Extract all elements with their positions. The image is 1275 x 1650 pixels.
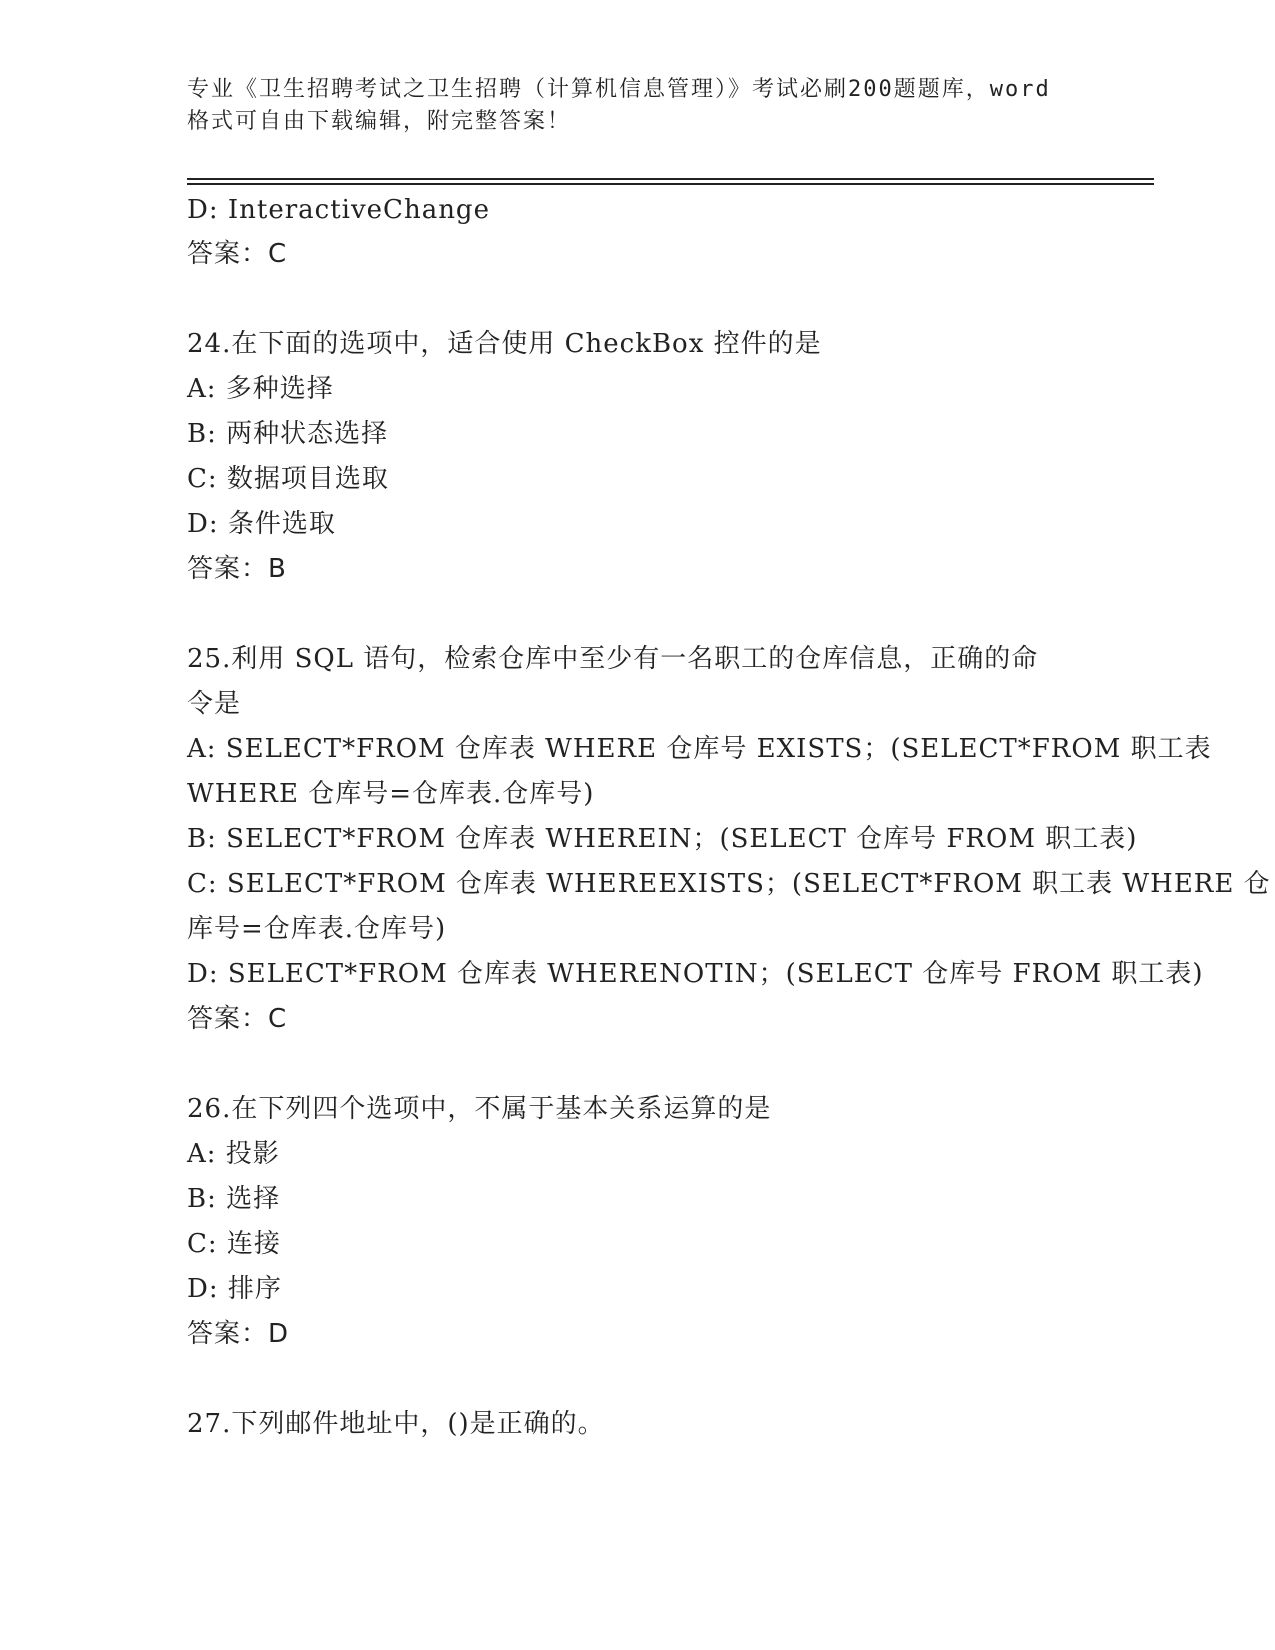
q26-option-b: B: 选择 — [187, 1184, 281, 1214]
document-header — [187, 74, 1087, 138]
header-rule-bottom — [187, 183, 1154, 185]
header-line-2: 格式可自由下载编辑，附完整答案！ — [187, 109, 572, 134]
header-line-1: 专业《卫生招聘考试之卫生招聘（计算机信息管理）》考试必刷200题题库，word — [187, 77, 1051, 102]
q24-option-a: A: 多种选择 — [187, 374, 334, 404]
q26-option-c: C: 连接 — [187, 1229, 281, 1259]
q25-answer: 答案：C — [187, 1004, 288, 1034]
q26-option-d: D: 排序 — [187, 1274, 282, 1304]
q26-question: 26.在下列四个选项中，不属于基本关系运算的是 — [187, 1094, 772, 1124]
q25-option-a-line-2: WHERE 仓库号=仓库表.仓库号) — [187, 779, 595, 809]
q25-option-c-line-2: 库号=仓库表.仓库号) — [187, 914, 447, 944]
q23-answer: 答案：C — [187, 239, 288, 269]
q25-option-c-line-1: C: SELECT*FROM 仓库表 WHEREEXISTS；(SELECT*FROM 职工表 WHERE 仓 — [187, 869, 1271, 899]
q24-option-b: B: 两种状态选择 — [187, 419, 389, 449]
q26-option-a: A: 投影 — [187, 1139, 280, 1169]
q25-question-line-1: 25.利用 SQL 语句，检索仓库中至少有一名职工的仓库信息，正确的命 — [187, 644, 1039, 674]
q23-option-d: D: InteractiveChange — [187, 195, 490, 225]
q26-answer: 答案：D — [187, 1319, 290, 1349]
q25-question-line-2: 令是 — [187, 689, 242, 719]
q25-option-d: D: SELECT*FROM 仓库表 WHERENOTIN；(SELECT 仓库号 FROM 职工表) — [187, 959, 1204, 989]
q25-option-a-line-1: A: SELECT*FROM 仓库表 WHERE 仓库号 EXISTS；(SELECT*FROM 职工表 — [187, 734, 1212, 764]
q24-answer: 答案：B — [187, 554, 287, 584]
q24-option-d: D: 条件选取 — [187, 509, 336, 539]
q25-option-b: B: SELECT*FROM 仓库表 WHEREIN；(SELECT 仓库号 FROM 职工表) — [187, 824, 1138, 854]
q27-question: 27.下列邮件地址中，()是正确的。 — [187, 1409, 605, 1439]
header-rule-top — [187, 178, 1154, 180]
q24-question: 24.在下面的选项中，适合使用 CheckBox 控件的是 — [187, 329, 822, 359]
q24-option-c: C: 数据项目选取 — [187, 464, 389, 494]
